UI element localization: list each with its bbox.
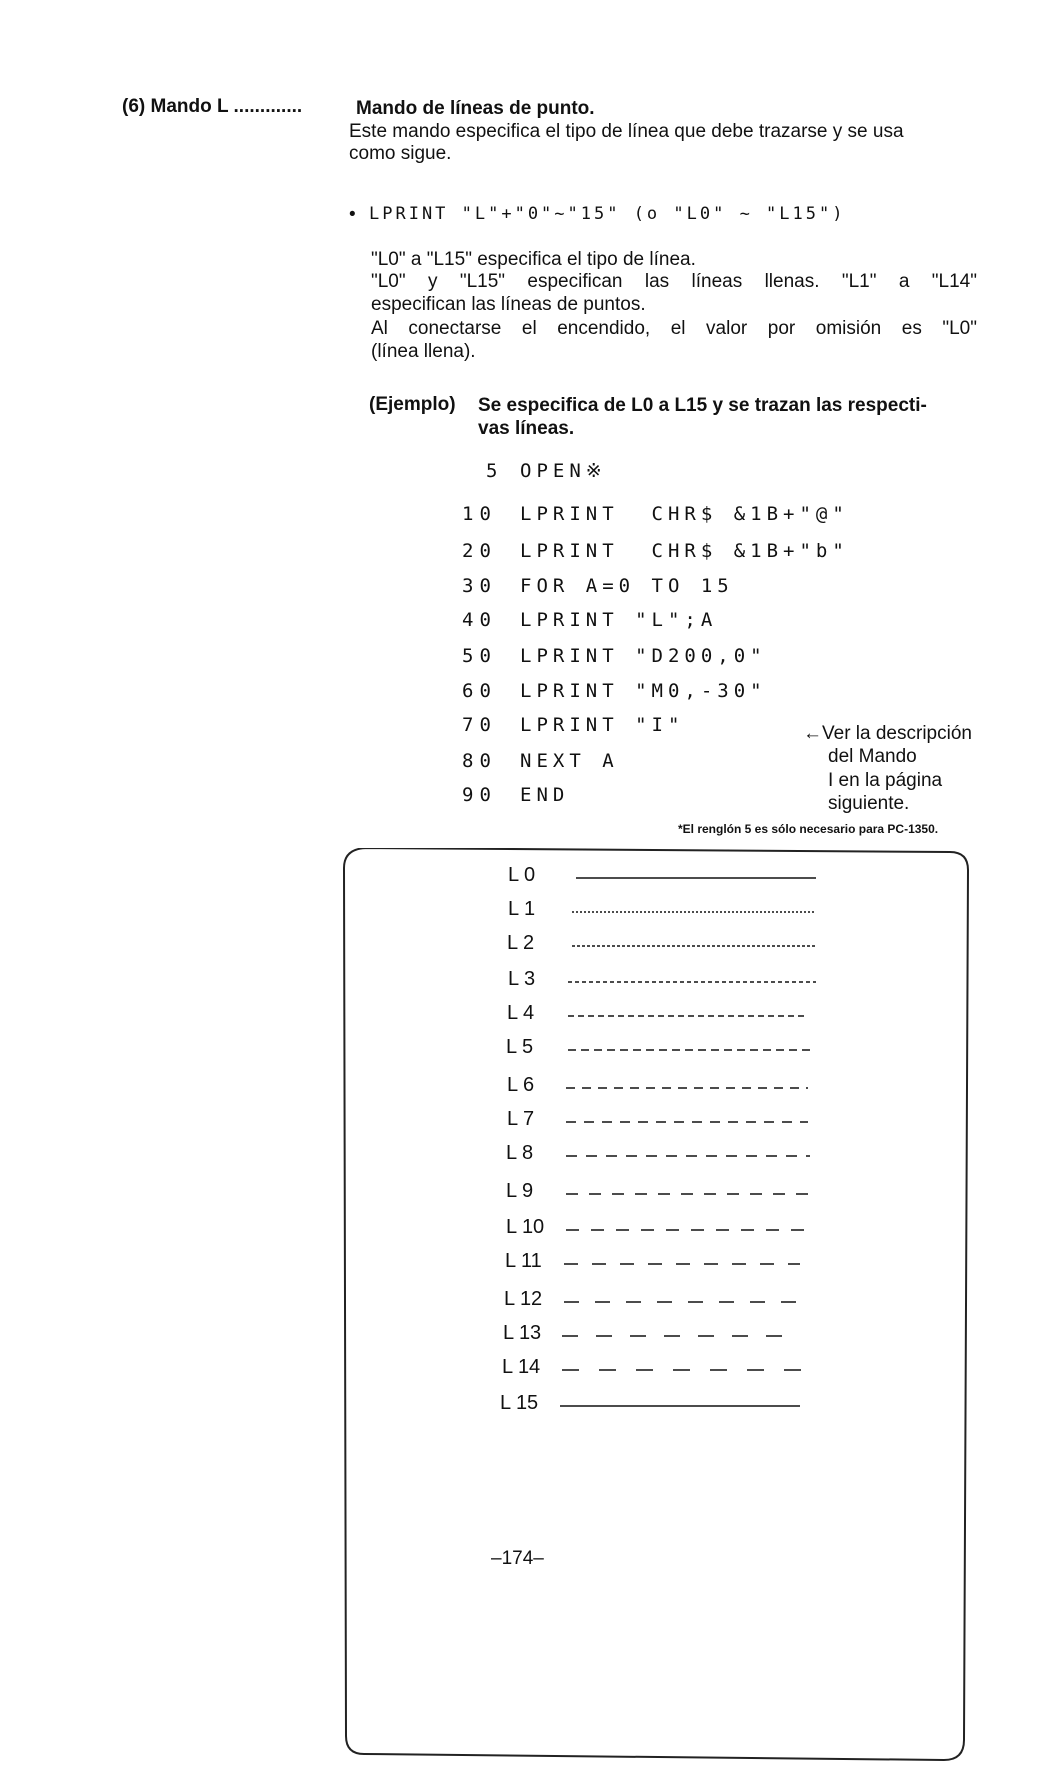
code-line-number: 80 xyxy=(462,750,497,772)
footnote: *El renglón 5 es sólo necesario para PC-1350. xyxy=(678,822,939,836)
example-label: (Ejemplo) xyxy=(369,394,456,415)
section-title: Mando de líneas de punto. xyxy=(356,98,595,119)
note-line-1: ←Ver la descripción xyxy=(803,723,972,744)
syntax-command: LPRINT "L"+"0"~"15" (o "L0" ~ "L15") xyxy=(369,204,846,224)
line-type-label: L 2 xyxy=(507,932,535,954)
code-line-text: LPRINT "D200,0" xyxy=(520,645,767,667)
line-type-label: L 9 xyxy=(506,1180,534,1202)
line-type-label: L 6 xyxy=(507,1074,535,1096)
line-type-label: L 3 xyxy=(508,968,536,990)
desc-line-1: "L0" a "L15" especifica el tipo de línea. xyxy=(371,249,696,270)
code-line-number: 70 xyxy=(462,714,497,736)
line-type-label: L 15 xyxy=(500,1392,539,1414)
code-line-text: LPRINT "M0,-30" xyxy=(520,680,767,702)
code-line-text: LPRINT CHR$ &1B+"@" xyxy=(520,503,849,525)
line-type-label: L 8 xyxy=(506,1142,534,1164)
line-type-label: L 0 xyxy=(508,864,536,886)
line-type-label: L 1 xyxy=(508,898,536,920)
line-type-label: L 13 xyxy=(503,1322,542,1344)
desc-line-3: especifican las líneas de puntos. xyxy=(371,294,646,315)
line-type-label: L 7 xyxy=(507,1108,535,1130)
note-line-4: siguiente. xyxy=(828,793,910,814)
section-number: (6) Mando L ............. xyxy=(122,96,303,117)
code-line-text: LPRINT "L";A xyxy=(520,609,718,631)
note-line-2: del Mando xyxy=(828,746,917,767)
intro-line-2: como sigue. xyxy=(349,143,452,164)
example-text-2: vas líneas. xyxy=(478,418,575,439)
note-line-3: I en la página xyxy=(828,770,943,791)
line-type-label: L 10 xyxy=(506,1216,545,1238)
code-line-number: 30 xyxy=(462,575,497,597)
desc-line-5: (línea llena). xyxy=(371,341,476,362)
line-type-label: L 11 xyxy=(505,1250,542,1272)
code-line-text: OPEN※ xyxy=(520,460,607,482)
code-line-number: 20 xyxy=(462,540,497,562)
code-line-number: 10 xyxy=(462,503,497,525)
line-type-label: L 4 xyxy=(507,1002,535,1024)
line-type-label: L 14 xyxy=(502,1356,541,1378)
line-type-label: L 5 xyxy=(506,1036,534,1058)
line-type-label: L 12 xyxy=(504,1288,543,1310)
code-line-text: NEXT A xyxy=(520,750,619,772)
desc-line-4: Al conectarse el encendido, el valor por omisión es "L0" xyxy=(371,318,977,339)
code-line-text: LPRINT CHR$ &1B+"b" xyxy=(520,540,849,562)
code-line-number: 40 xyxy=(462,609,497,631)
code-line-text: LPRINT "I" xyxy=(520,714,685,736)
bullet: • xyxy=(349,204,356,225)
code-line-number: 60 xyxy=(462,680,497,702)
page-number: –174– xyxy=(491,1548,544,1569)
example-text-1: Se especifica de L0 a L15 y se trazan las respecti- xyxy=(478,395,927,416)
code-line-number: 90 xyxy=(462,784,497,806)
desc-line-2: "L0" y "L15" especifican las líneas llenas. "L1" a "L14" xyxy=(371,271,977,292)
line-samples xyxy=(560,860,830,1750)
code-line-text: FOR A=0 TO 15 xyxy=(520,575,734,597)
code-line-text: END xyxy=(520,784,570,806)
intro-line-1: Este mando especifica el tipo de línea que debe trazarse y se usa xyxy=(349,121,904,142)
code-line-number: 5 xyxy=(486,460,504,482)
code-line-number: 50 xyxy=(462,645,497,667)
